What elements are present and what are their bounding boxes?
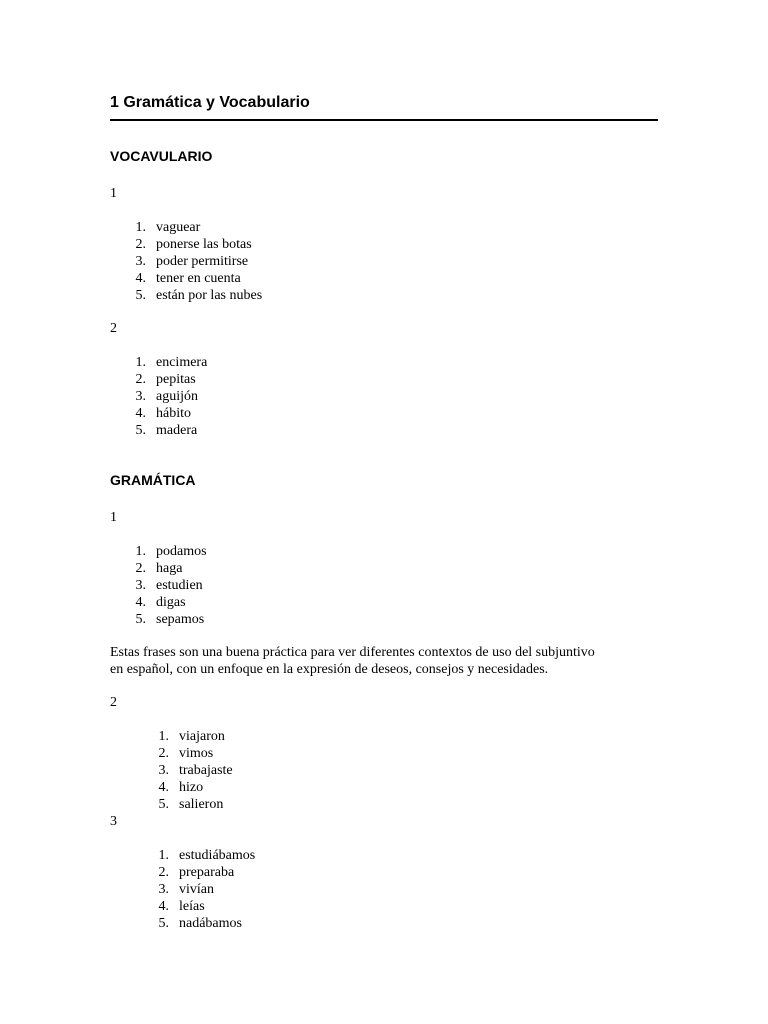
list-item: 3. poder permitirse bbox=[135, 254, 249, 269]
list-item: 2. preparaba bbox=[158, 865, 235, 880]
section-heading-gramatica: GRAMÁTICA bbox=[110, 472, 196, 488]
exercise-number: 3 bbox=[110, 814, 117, 829]
explanation-paragraph: Estas frases son una buena práctica para ver diferentes contextos de uso del subjuntivo en español, con un enfoque en la expresión de deseos, consejos y necesidades. bbox=[110, 645, 595, 677]
section-heading-vocabulario: VOCAVULARIO bbox=[110, 148, 213, 164]
exercise-number: 1 bbox=[110, 510, 117, 525]
list-item: 3. aguijón bbox=[135, 389, 198, 404]
list-item: 2. vimos bbox=[158, 746, 214, 761]
list-item: 1. viajaron bbox=[158, 729, 225, 744]
list-item: 2. ponerse las botas bbox=[135, 237, 252, 252]
answer-list bbox=[110, 847, 658, 932]
answer-list bbox=[110, 543, 658, 628]
list-item: 1. podamos bbox=[135, 544, 207, 559]
list-item: 5. sepamos bbox=[135, 612, 205, 627]
exercise-number: 2 bbox=[110, 695, 117, 710]
document-title: 1 Gramática y Vocabulario bbox=[110, 93, 658, 121]
list-item: 3. estudien bbox=[135, 578, 203, 593]
list-item: 2. pepitas bbox=[135, 372, 196, 387]
list-item: 1. vaguear bbox=[135, 220, 201, 235]
list-item: 3. vivían bbox=[158, 882, 214, 897]
list-item: 1. encimera bbox=[135, 355, 208, 370]
list-item: 3. trabajaste bbox=[158, 763, 233, 778]
list-item: 1. estudiábamos bbox=[158, 848, 256, 863]
answer-list bbox=[110, 728, 658, 813]
document-page bbox=[110, 93, 658, 932]
list-item: 4. hizo bbox=[158, 780, 204, 795]
list-item: 4. hábito bbox=[135, 406, 191, 421]
list-item: 4. leías bbox=[158, 899, 205, 914]
exercise-number: 1 bbox=[110, 186, 117, 201]
list-item: 2. haga bbox=[135, 561, 183, 576]
list-item: 5. están por las nubes bbox=[135, 288, 263, 303]
answer-list bbox=[110, 354, 658, 439]
list-item: 5. madera bbox=[135, 423, 198, 438]
list-item: 5. nadábamos bbox=[158, 916, 242, 931]
answer-list bbox=[110, 219, 658, 304]
exercise-number: 2 bbox=[110, 321, 117, 336]
list-item: 4. digas bbox=[135, 595, 186, 610]
list-item: 5. salieron bbox=[158, 797, 224, 812]
list-item: 4. tener en cuenta bbox=[135, 271, 241, 286]
